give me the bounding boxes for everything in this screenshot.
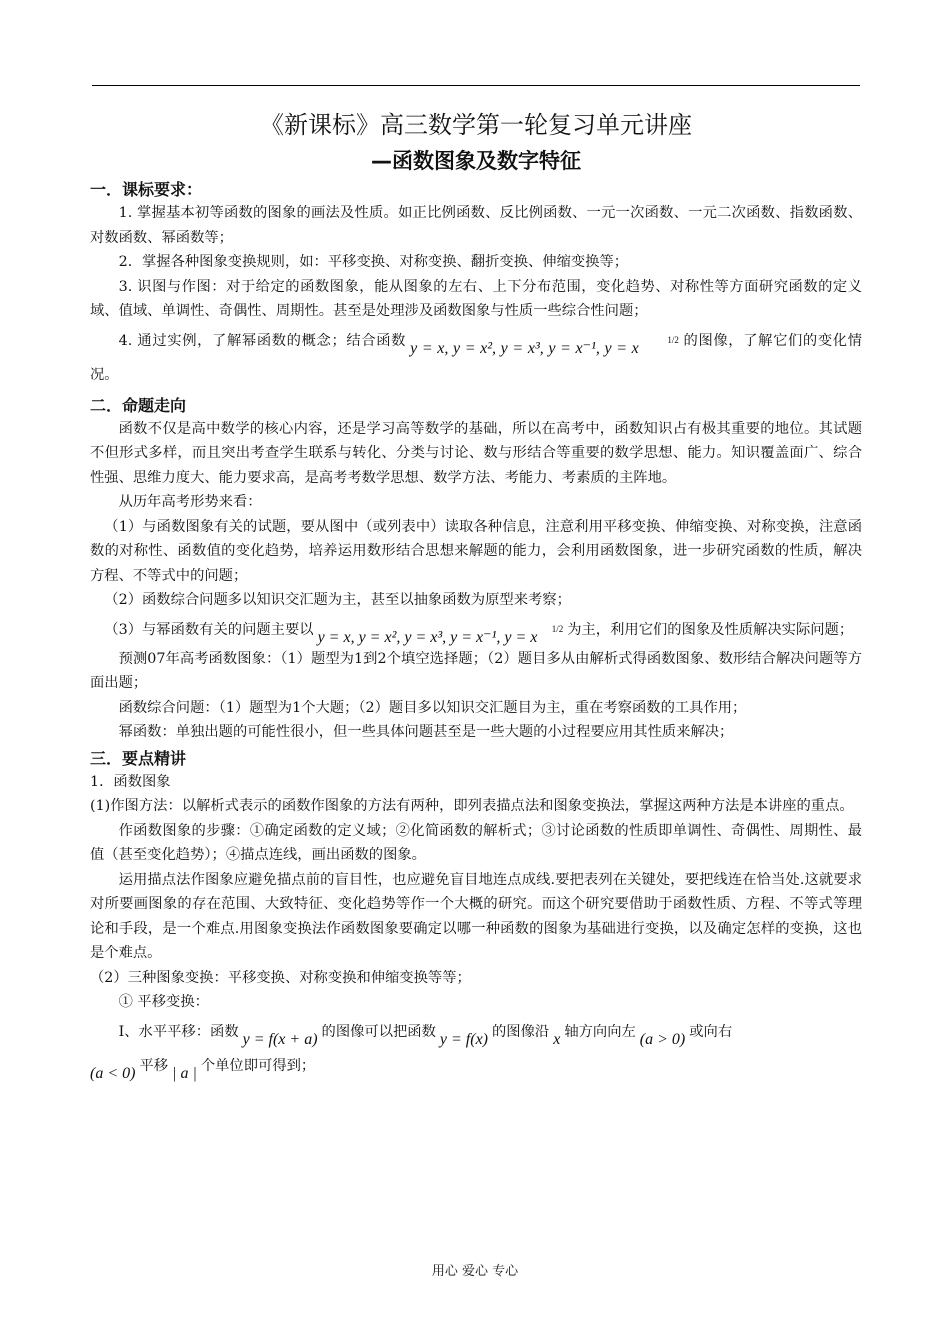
paragraph: 幂函数：单独出题的可能性很小，但一些具体问题甚至是一些大题的小过程要应用其性质来解决； [118, 724, 734, 740]
paragraph: （1）与函数图象有关的试题，要从图中（或列表中）读取各种信息，注意利用平移变换、伸缩变换、对称变换，注意函数的对称性、函数值的变化趋势，培养运用数形结合思想来解题的能力，会利用函数图象，进一步研究函数的性质，解决方程、不等式中的问题； [90, 518, 862, 584]
text-run: 平移 [139, 1057, 169, 1074]
paragraph-with-formula [90, 613, 862, 647]
top-rule [92, 85, 860, 86]
fraction-exponent: 1/2 [551, 623, 564, 634]
formula-shift: y = f(x + a) [242, 1030, 318, 1048]
document-title: 《新课标》高三数学第一轮复习单元讲座 [260, 111, 692, 139]
formula-a-positive: (a > 0) [639, 1030, 686, 1048]
formula-x: x [553, 1030, 561, 1048]
paragraph: 1. 掌握基本初等函数的图象的画法及性质。如正比例函数、反比例函数、一元一次函数、一元二次函数、指数函数、对数函数、幂函数等； [90, 205, 862, 246]
document-subtitle: —函数图象及数字特征 [371, 149, 581, 173]
paragraph: 作函数图象的步骤：①确定函数的定义域；②化简函数的解析式；③讨论函数的性质即单调性、奇偶性、周期性、最值（甚至变化趋势）；④描点连线，画出函数的图象。 [90, 822, 862, 863]
formula [410, 334, 679, 357]
text-run: 个单位即可得到； [200, 1057, 316, 1074]
paragraph: （2）三种图象变换：平移变换、对称变换和伸缩变换等等； [90, 969, 471, 986]
section-heading-3: 三．要点精讲 [90, 748, 187, 768]
paragraph: 函数不仅是高中数学的核心内容，还是学习高等数学的基础，所以在高考中，函数知识占有极其重要的地位。其试题不但形式多样，而且突出考查学生联系与转化、分类与讨论、数与形结合等重要的数学思想、能力。知识覆盖面广、综合性强、思维力度大、能力要求高，是高考考数学思想、数学方法、考能力、考素质的主阵地。 [90, 420, 862, 486]
paragraph-with-formula [90, 1015, 862, 1049]
text-run: （3）与幂函数有关的问题主要以 [104, 621, 314, 638]
formula-base: y = f(x) [439, 1030, 489, 1048]
paragraph-with-formula [90, 1049, 862, 1083]
paragraph-with-formula [90, 324, 862, 392]
text-run: 或向右 [689, 1023, 733, 1040]
paragraph: 3. 识图与作图：对于给定的函数图象，能从图象的左右、上下分布范围，变化趋势、对称性等方面研究函数的定义域、值域、单调性、奇偶性、周期性。甚至是处理涉及函数图象与性质一些综合性问题； [90, 278, 862, 319]
paragraph: 预测07年高考函数图象：（1）题型为1到2个填空选择题；（2）题目多从由解析式得函数图象、数形结合解决问题等方面出题； [90, 650, 862, 691]
text-run: 轴方向向左 [564, 1023, 636, 1040]
section-heading-2: 二．命题走向 [90, 395, 187, 415]
power-functions: y = x, y = x², y = x³, y = x⁻¹, y = x [317, 628, 538, 646]
paragraph: （2）函数综合问题多以知识交汇题为主，甚至以抽象函数为原型来考察； [104, 592, 571, 608]
fraction-exponent: 1/2 [667, 334, 679, 345]
text-run: Ⅰ、水平平移：函数 [118, 1023, 239, 1040]
paragraph: 1．函数图象 [90, 773, 171, 790]
formula [317, 623, 564, 646]
text-run: 的图像可以把函数 [321, 1023, 436, 1040]
paragraph: 从历年高考形势来看： [118, 494, 262, 510]
formula-a-negative: (a < 0) [90, 1064, 136, 1082]
paragraph: 运用描点法作图象应避免描点前的盲目性，也应避免盲目地连点成线.要把表列在关键处，要把线连在恰当处.这就要求对所要画图象的存在范围、大致特征、变化趋势等作一个大概的研究。而这个研究要借助于函数性质、方程、不等式等理论和手段，是一个难点.用图象变换法作函数图象要确定以哪一种函数的图象为基础进行变换，以及确定怎样的变换，这也是个难点。 [90, 871, 862, 961]
text-run: 4. 通过实例，了解幂函数的概念；结合函数 [118, 332, 407, 349]
page-footer: 用心 爱心 专心 [431, 1264, 519, 1279]
paragraph: (1)作图方法：以解析式表示的函数作图象的方法有两种，即列表描点法和图象变换法，掌握这两种方法是本讲座的重点。 [90, 798, 854, 814]
paragraph: 函数综合问题：（1）题型为1个大题；（2）题目多以知识交汇题目为主，重在考察函数的工具作用； [118, 699, 747, 716]
formula-abs-a: | a | [172, 1064, 197, 1082]
text-run: 为主，利用它们的图象及性质解决实际问题； [567, 621, 854, 638]
text-run: 的图像，了解它们的变化情况。 [90, 332, 863, 383]
text-run: 的图像沿 [492, 1023, 550, 1040]
paragraph: ① 平移变换： [118, 994, 209, 1010]
power-functions: y = x, y = x², y = x³, y = x⁻¹, y = x [410, 339, 639, 357]
paragraph: 2．掌握各种图象变换规则，如：平移变换、对称变换、翻折变换、伸缩变换等； [118, 254, 629, 270]
document-page [90, 108, 862, 1083]
section-heading-1: 一．课标要求： [90, 180, 203, 199]
